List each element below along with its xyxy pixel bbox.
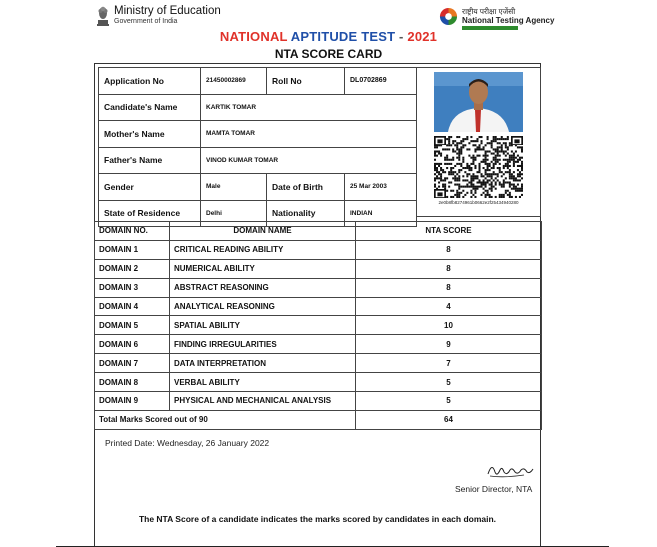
candidate-info-table — [98, 67, 417, 227]
agency-name: National Testing Agency — [462, 16, 555, 25]
domain-score-cell: 8 — [356, 278, 542, 297]
domain-no-cell: DOMAIN 9 — [95, 392, 170, 411]
gender-value: Male — [201, 174, 267, 201]
total-score: 64 — [356, 410, 542, 429]
domain-no-cell: DOMAIN 8 — [95, 373, 170, 392]
table-row — [95, 354, 542, 373]
title-year: 2021 — [407, 29, 438, 44]
table-row — [95, 316, 542, 335]
candidate-name-label: Candidate's Name — [99, 94, 201, 121]
father-name-label: Father's Name — [99, 147, 201, 174]
table-row — [95, 297, 542, 316]
printed-date: Printed Date: Wednesday, 26 January 2022 — [105, 438, 270, 448]
domain-score-cell: 5 — [356, 373, 542, 392]
col-header-nta-score: NTA SCORE — [356, 222, 542, 241]
nta-logo-icon — [439, 7, 458, 26]
title-word-test: TEST — [361, 29, 396, 44]
qr-code-text: 2e0b8fb8274961b0662e2f25434940280 — [438, 200, 519, 205]
exam-title — [0, 29, 657, 44]
nationality-label: Nationality — [267, 200, 345, 227]
domain-no-cell: DOMAIN 6 — [95, 335, 170, 354]
domain-name-cell: CRITICAL READING ABILITY — [170, 240, 356, 259]
score-footnote: The NTA Score of a candidate indicates the marks scored by candidates in each domain. — [138, 514, 497, 524]
title-word-aptitude: APTITUDE — [290, 29, 358, 44]
ministry-header — [96, 5, 221, 27]
domain-score-cell: 7 — [356, 354, 542, 373]
domain-name-cell: ANALYTICAL REASONING — [170, 297, 356, 316]
agency-header — [439, 7, 554, 30]
nationality-value: INDIAN — [345, 200, 417, 227]
director-signature — [484, 460, 536, 480]
ministry-subtitle: Government of India — [114, 18, 178, 25]
domain-no-cell: DOMAIN 2 — [95, 259, 170, 278]
domain-no-cell: DOMAIN 3 — [95, 278, 170, 297]
domain-score-cell: 10 — [356, 316, 542, 335]
domain-name-cell: ABSTRACT REASONING — [170, 278, 356, 297]
mother-name-label: Mother's Name — [99, 121, 201, 148]
father-name-value: VINOD KUMAR TOMAR — [201, 147, 417, 174]
info-row-application — [99, 68, 417, 95]
info-row-candidate-name — [99, 94, 417, 121]
domain-score-cell: 8 — [356, 259, 542, 278]
dob-value: 25 Mar 2003 — [345, 174, 417, 201]
col-header-domain-no: DOMAIN NO. — [95, 222, 170, 241]
total-row — [95, 410, 542, 429]
domain-name-cell: SPATIAL ABILITY — [170, 316, 356, 335]
ministry-title: Ministry of Education — [114, 5, 221, 17]
info-row-gender — [99, 174, 417, 201]
mother-name-value: MAMTA TOMAR — [201, 121, 417, 148]
domain-name-cell: VERBAL ABILITY — [170, 373, 356, 392]
table-row — [95, 259, 542, 278]
agency-hindi-name: राष्ट्रीय परीक्षा एजेंसी — [462, 7, 516, 16]
scores-header-row — [95, 222, 542, 241]
domain-name-cell: FINDING IRREGULARITIES — [170, 335, 356, 354]
domain-no-cell: DOMAIN 5 — [95, 316, 170, 335]
domain-score-cell: 5 — [356, 392, 542, 411]
candidate-name-value: KARTIK TOMAR — [201, 94, 417, 121]
state-label: State of Residence — [99, 200, 201, 227]
total-label: Total Marks Scored out of 90 — [95, 410, 356, 429]
candidate-photo — [434, 72, 523, 132]
qr-code — [434, 136, 523, 198]
table-row — [95, 278, 542, 297]
state-value: Delhi — [201, 200, 267, 227]
table-row — [95, 240, 542, 259]
application-no-label: Application No — [99, 68, 201, 95]
title-dash: - — [399, 29, 404, 44]
domain-no-cell: DOMAIN 4 — [95, 297, 170, 316]
domain-name-cell: NUMERICAL ABILITY — [170, 259, 356, 278]
domain-name-cell: PHYSICAL AND MECHANICAL ANALYSIS — [170, 392, 356, 411]
domain-no-cell: DOMAIN 7 — [95, 354, 170, 373]
national-emblem-icon — [96, 5, 110, 27]
table-row — [95, 335, 542, 354]
domain-name-cell: DATA INTERPRETATION — [170, 354, 356, 373]
domain-scores-table — [94, 221, 542, 430]
table-row — [95, 373, 542, 392]
info-row-mother — [99, 121, 417, 148]
roll-no-value: DL0702869 — [345, 68, 417, 95]
domain-score-cell: 4 — [356, 297, 542, 316]
signatory-title: Senior Director, NTA — [455, 484, 533, 494]
title-word-national: NATIONAL — [219, 29, 288, 44]
application-no-value: 21450002869 — [201, 68, 267, 95]
table-row — [95, 392, 542, 411]
col-header-domain-name: DOMAIN NAME — [170, 222, 356, 241]
gender-label: Gender — [99, 174, 201, 201]
roll-no-label: Roll No — [267, 68, 345, 95]
domain-no-cell: DOMAIN 1 — [95, 240, 170, 259]
domain-score-cell: 8 — [356, 240, 542, 259]
dob-label: Date of Birth — [267, 174, 345, 201]
info-row-father — [99, 147, 417, 174]
score-card-title: NTA SCORE CARD — [274, 47, 383, 61]
domain-score-cell: 9 — [356, 335, 542, 354]
